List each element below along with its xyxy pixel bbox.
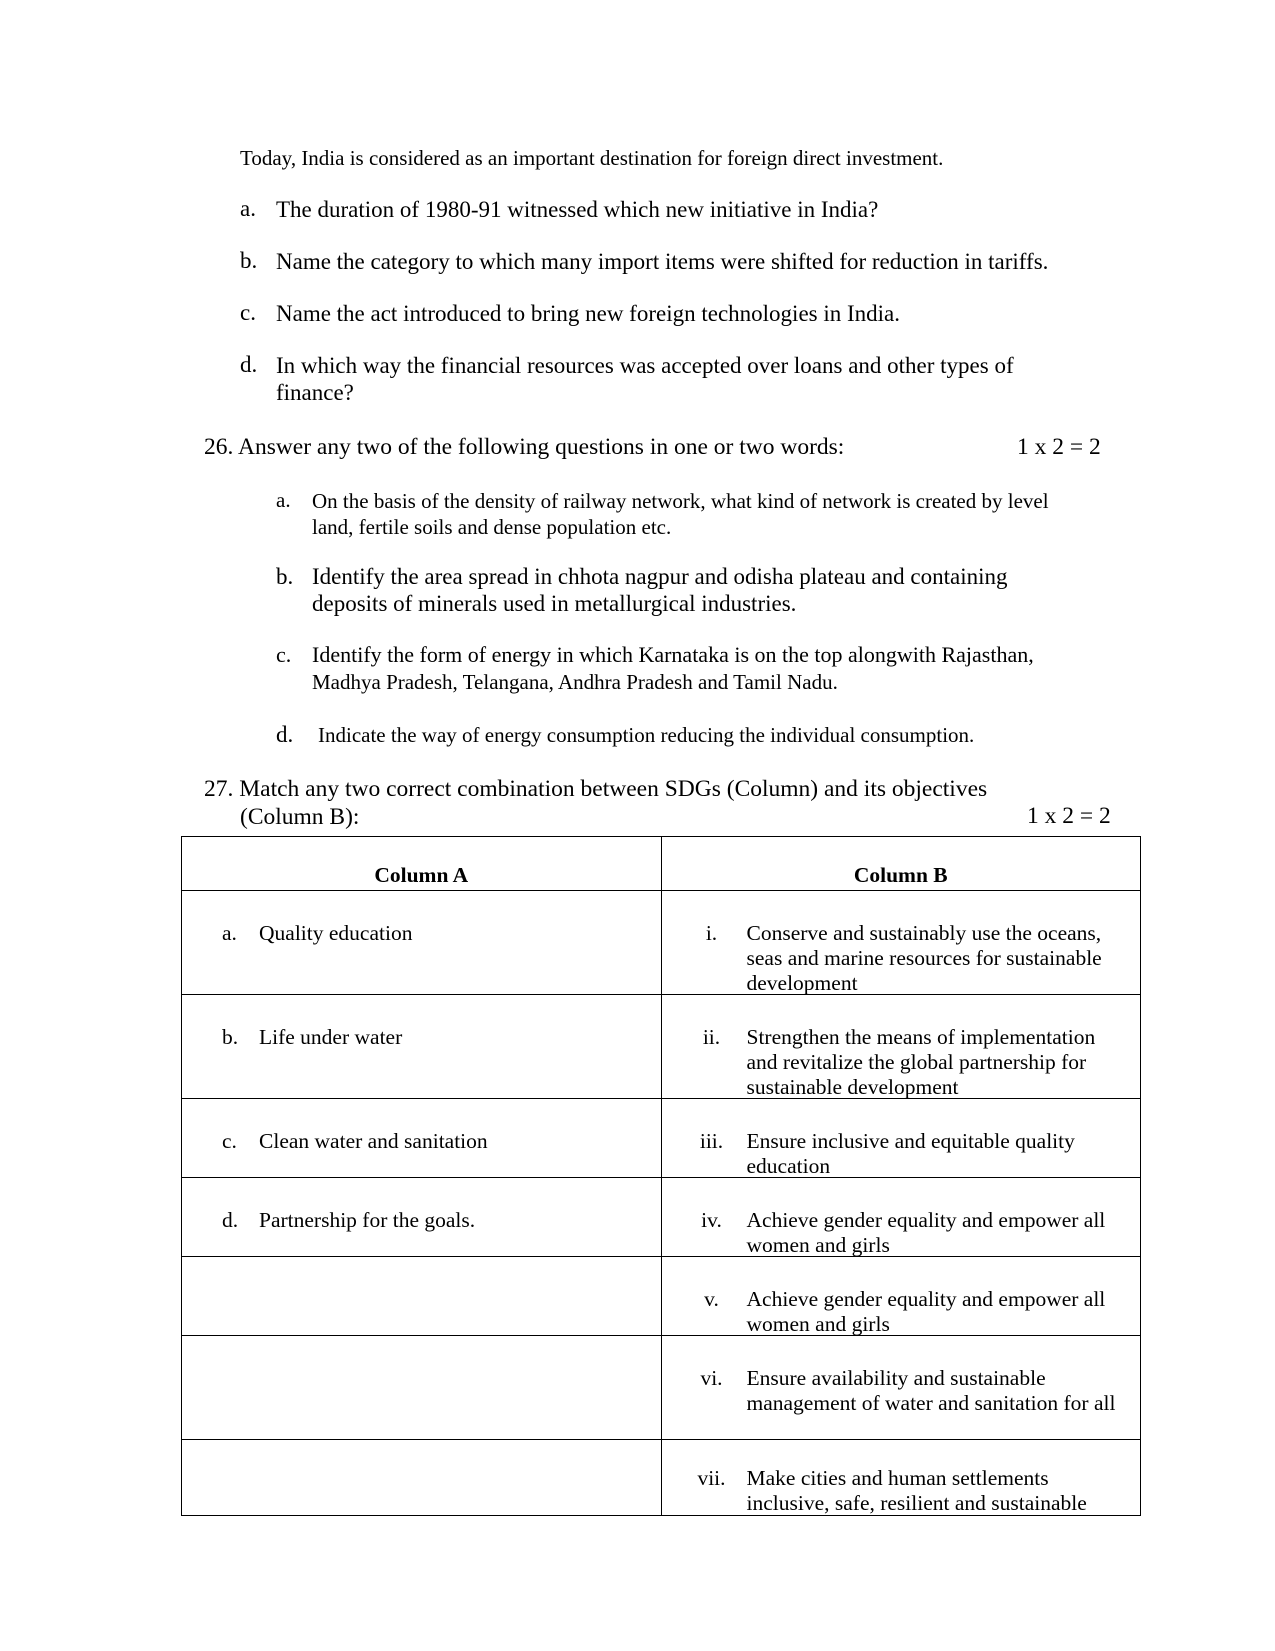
col-b-cell: v. Achieve gender equality and empower all women and girls [661, 1257, 1141, 1336]
q26-heading: 26. Answer any two of the following questions in one or two words: [204, 434, 845, 460]
q27-heading: 27. Match any two correct combination between SDGs (Column) and its objectives (Column B): [204, 776, 988, 830]
table-row [182, 1099, 1141, 1178]
col-a-cell: c. Clean water and sanitation [182, 1099, 662, 1178]
col-b-cell: i. Conserve and sustainably use the oceans, seas and marine resources for sustainable development [661, 891, 1141, 995]
table-row [182, 995, 1141, 1099]
intro-text: Today, India is considered as an important destination for foreign direct investment. [240, 146, 944, 170]
col-a-cell-empty [182, 1336, 662, 1440]
q26-marks: 1 x 2 = 2 [1017, 434, 1101, 460]
col-b-cell: ii. Strengthen the means of implementation and revitalize the global partnership for sustainable development [661, 995, 1141, 1099]
table-header-row [182, 837, 1141, 891]
col-b-cell: vii. Make cities and human settlements inclusive, safe, resilient and sustainable [661, 1440, 1141, 1516]
col-a-cell: d. Partnership for the goals. [182, 1178, 662, 1257]
table-row [182, 891, 1141, 995]
q27-marks: 1 x 2 = 2 [1027, 803, 1111, 829]
col-a-cell-empty [182, 1257, 662, 1336]
col-a-cell: b. Life under water [182, 995, 662, 1099]
table-row [182, 1178, 1141, 1257]
column-b-header: Column B [661, 837, 1141, 891]
table-row [182, 1440, 1141, 1516]
col-b-cell: iii. Ensure inclusive and equitable quality education [661, 1099, 1141, 1178]
matching-table [181, 836, 1141, 1516]
table-row [182, 1257, 1141, 1336]
col-b-cell: iv. Achieve gender equality and empower all women and girls [661, 1178, 1141, 1257]
column-a-header: Column A [182, 837, 662, 891]
col-a-cell-empty [182, 1440, 662, 1516]
table-row [182, 1336, 1141, 1440]
col-b-cell: vi. Ensure availability and sustainable management of water and sanitation for all [661, 1336, 1141, 1440]
col-a-cell: a. Quality education [182, 891, 662, 995]
